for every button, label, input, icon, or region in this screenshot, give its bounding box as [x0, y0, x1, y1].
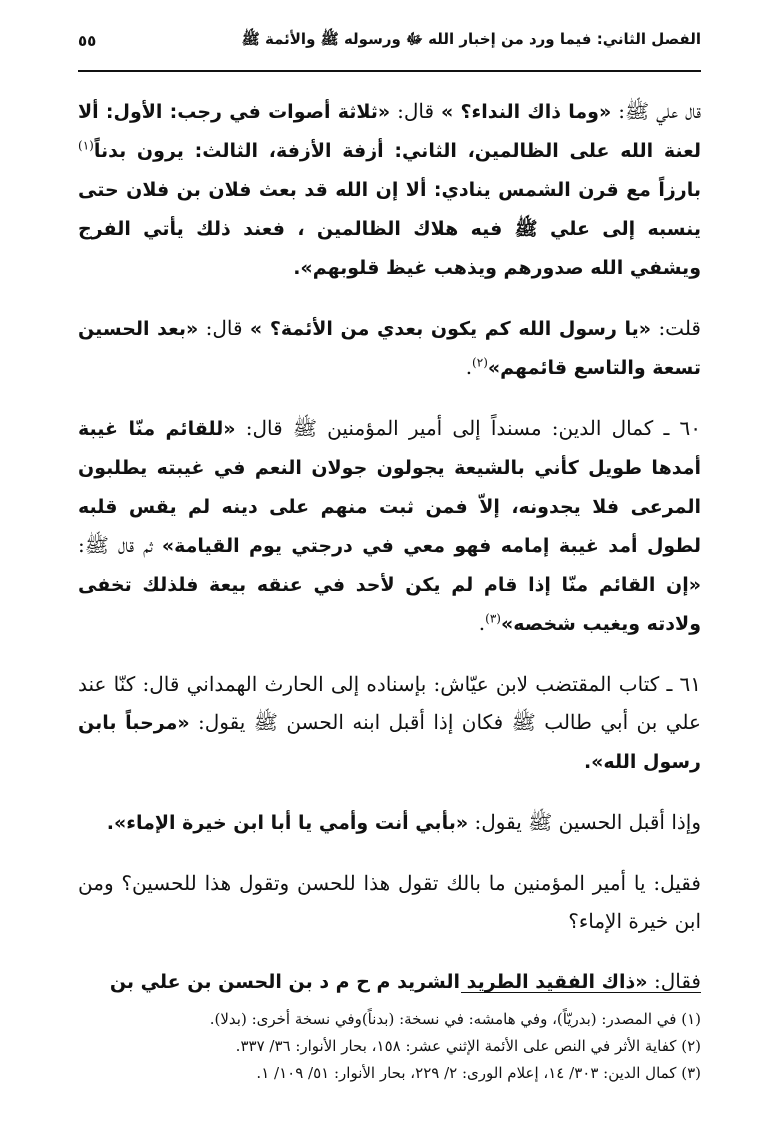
text-run: بارزاً مع قرن الشمس ينادي: ألا إن الله قد بعث فلان بن فلان حتى ينسبه إلى علي ﷺ فيه هلاك الظالمين ، فعند ذلك يأتي الفرج ويشفي الله صدورهم ويذهب غيظ قلوبهم». [78, 179, 701, 279]
text-run: ٦٠ ـ كمال الدين: مسنداً إلى أمير المؤمنين ﷺ قال: [235, 416, 701, 440]
paragraph [78, 309, 701, 387]
running-header [78, 30, 701, 52]
text-run: ثم قال ﷺ: [78, 533, 162, 557]
text-run: «مرحباً بابن رسول الله». [78, 712, 701, 773]
footnotes [78, 1006, 701, 1087]
paragraph [78, 962, 701, 1001]
paragraph [78, 665, 701, 781]
running-title: الفصل الثاني: فيما ورد من إخبار الله ﷻ ورسوله ﷺ والأئمة ﷺ [241, 30, 701, 48]
footnote-2: (٢) كفاية الأثر في النص على الأئمة الإثني عشر: ١٥٨، بحار الأنوار: ٣٦/ ٣٣٧. [235, 1037, 701, 1055]
header-rule [78, 70, 701, 72]
text-run: قال: [198, 316, 250, 340]
footnote-marker: (١) [78, 138, 94, 153]
paragraph [78, 92, 701, 287]
text-run: «بعد الحسين تسعة والتاسع قائمهم» [78, 318, 701, 379]
text-run: «يا رسول الله كم يكون بعدي من الأئمة؟ » [249, 318, 652, 340]
text-run: قال علي ﷺ: [611, 99, 702, 123]
text-run: قلت: [651, 316, 701, 340]
text-run: . [465, 355, 473, 379]
text-run: «للقائم منّا غيبة أمدها طويل كأني بالشيعة يجولون جولان النعم في غيبته يطلبون المرعى فلا يجدونه، إلاّ فمن ثبت منهم على دينه لم يقس قلبه لطول أمد غيبة إمامه فهو معي في درجتي يوم القيامة» [78, 418, 701, 557]
text-run: «إن القائم منّا إذا قام لم يكن لأحد في عنقه بيعة فلذلك تخفى ولادته ويغيب شخصه» [78, 574, 701, 635]
footnote-1: (١) في المصدر: (بدريّاً)، وفي هامشه: في نسخة: (بدناً)وفي نسخة أخرى: (بدلا). [209, 1010, 701, 1028]
page-number: ٥٥ [78, 32, 97, 50]
text-run: فقال: [647, 969, 701, 993]
text-run: ٦١ ـ كتاب المقتضب لابن عيّاش: بإسناده إلى الحارث الهمداني قال: كنّا عند علي بن أبي طالب ﷺ فكان إذا أقبل ابنه الحسن ﷺ يقول: [78, 672, 701, 734]
text-run: فقيل: يا أمير المؤمنين ما بالك تقول هذا للحسن وتقول هذا للحسين؟ ومن ابن خيرة الإماء؟ [78, 871, 701, 933]
text-run: وإذا أقبل الحسين ﷺ يقول: [468, 810, 701, 834]
text-run: . [478, 611, 486, 635]
text-run: «بأبي أنت وأمي يا أبا ابن خيرة الإماء». [106, 812, 469, 834]
paragraph [78, 409, 701, 643]
text-run: «ثلاثة أصوات في رجب: الأول: ألا لعنة الله على الظالمين، الثاني: أزفة الأزفة، الثالث: يرون بدناً [78, 101, 701, 162]
main-text [78, 92, 701, 1023]
text-run: قال: [390, 99, 442, 123]
paragraph [78, 803, 701, 842]
footnote-3: (٣) كمال الدين: ٣٠٣/ ١٤، إعلام الورى: ٢/ ٢٢٩، بحار الأنوار: ٥١/ ١٠٩/ ١. [256, 1064, 701, 1082]
text-run: «ذاك الفقيد الطريد الشريد م ح م د بن الحسن بن علي بن [109, 971, 648, 993]
paragraph [78, 864, 701, 940]
footnote-rule [461, 992, 701, 993]
footnote-marker: (٣) [485, 611, 501, 626]
footnote-marker: (٢) [472, 355, 488, 370]
text-run: «وما ذاك النداء؟ » [441, 101, 612, 123]
